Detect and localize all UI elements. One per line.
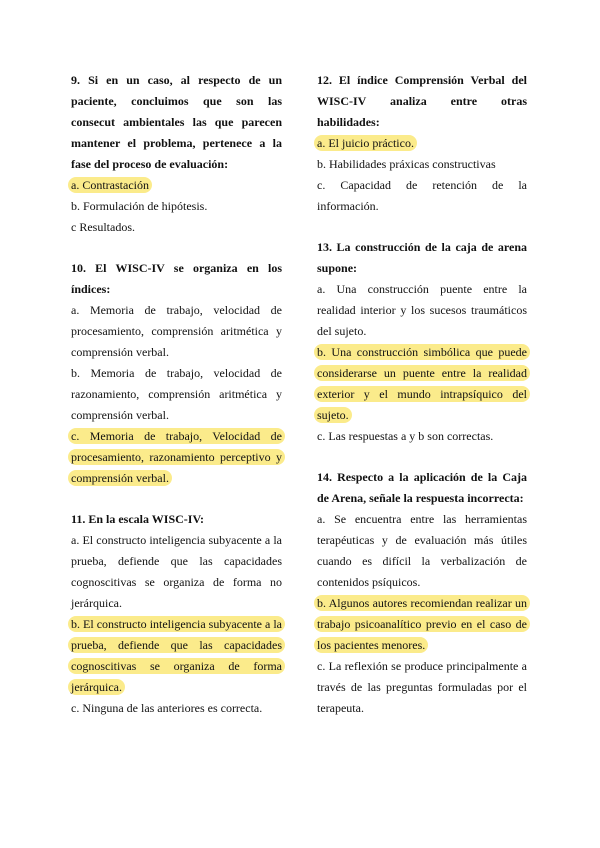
question-12 bbox=[317, 70, 527, 217]
question-9 bbox=[71, 70, 282, 238]
question-11 bbox=[71, 509, 282, 719]
highlighted-answer: b. El constructo inteligencia subyacente a la prueba, defiende que las capacidades cognoscitivas se organiza de forma jerárquica. bbox=[68, 616, 285, 695]
option-b bbox=[71, 614, 282, 698]
highlighted-answer: a. Contrastación bbox=[68, 177, 152, 193]
option-a: a. El constructo inteligencia subyacente a la prueba, defiende que las capacidades cognoscitivas se organiza de forma no jerárquica. bbox=[71, 533, 282, 610]
highlighted-answer: b. Algunos autores recomiendan realizar un trabajo psicoanalítico previo en el caso de los pacientes menores. bbox=[314, 595, 530, 653]
option-b bbox=[317, 593, 527, 656]
option-c: c. La reflexión se produce principalmente a través de las preguntas formuladas por el terapeuta. bbox=[317, 659, 527, 715]
left-column bbox=[71, 70, 282, 739]
highlighted-answer: c. Memoria de trabajo, Velocidad de procesamiento, razonamiento perceptivo y comprensión verbal. bbox=[68, 428, 285, 486]
option-b: b. Habilidades práxicas constructivas bbox=[317, 157, 496, 171]
question-13 bbox=[317, 237, 527, 447]
option-a: a. Se encuentra entre las herramientas terapéuticas y de evaluación más útiles cuando es difícil la verbalización de contenidos psíquicos. bbox=[317, 512, 527, 589]
option-b: b. Memoria de trabajo, velocidad de razonamiento, comprensión aritmética y comprensión verbal. bbox=[71, 366, 282, 422]
question-10 bbox=[71, 258, 282, 489]
option-b bbox=[317, 342, 527, 426]
option-c: c. Capacidad de retención de la información. bbox=[317, 178, 527, 213]
option-a: a. Memoria de trabajo, velocidad de procesamiento, comprensión aritmética y comprensión verbal. bbox=[71, 303, 282, 359]
option-a: a. Una construcción puente entre la realidad interior y los sucesos traumáticos del sujeto. bbox=[317, 282, 527, 338]
question-title: 12. El índice Comprensión Verbal del WISC-IV analiza entre otras habilidades: bbox=[317, 73, 527, 129]
highlighted-answer: b. Una construcción simbólica que puede considerarse un puente entre la realidad exterior y el mundo intrapsíquico del sujeto. bbox=[314, 344, 530, 423]
option-b: b. Formulación de hipótesis. bbox=[71, 199, 208, 213]
question-title: 9. Si en un caso, al respecto de un paciente, concluimos que son las consecut ambientales las que parecen mantener el problema, pertenece a la fase del proceso de evaluación: bbox=[71, 73, 282, 171]
right-column bbox=[317, 70, 527, 739]
highlighted-answer: a. El juicio práctico. bbox=[314, 135, 417, 151]
question-title: 14. Respecto a la aplicación de la Caja de Arena, señale la respuesta incorrecta: bbox=[317, 470, 527, 505]
option-c bbox=[71, 426, 282, 489]
option-c: c Resultados. bbox=[71, 220, 135, 234]
option-a bbox=[317, 133, 527, 154]
question-title: 13. La construcción de la caja de arena supone: bbox=[317, 240, 527, 275]
option-c: c. Ninguna de las anteriores es correcta. bbox=[71, 701, 263, 715]
option-a bbox=[71, 175, 282, 196]
question-title: 10. El WISC-IV se organiza en los índices: bbox=[71, 261, 282, 296]
question-title: 11. En la escala WISC-IV: bbox=[71, 512, 205, 526]
option-c: c. Las respuestas a y b son correctas. bbox=[317, 429, 494, 443]
question-14 bbox=[317, 467, 527, 719]
